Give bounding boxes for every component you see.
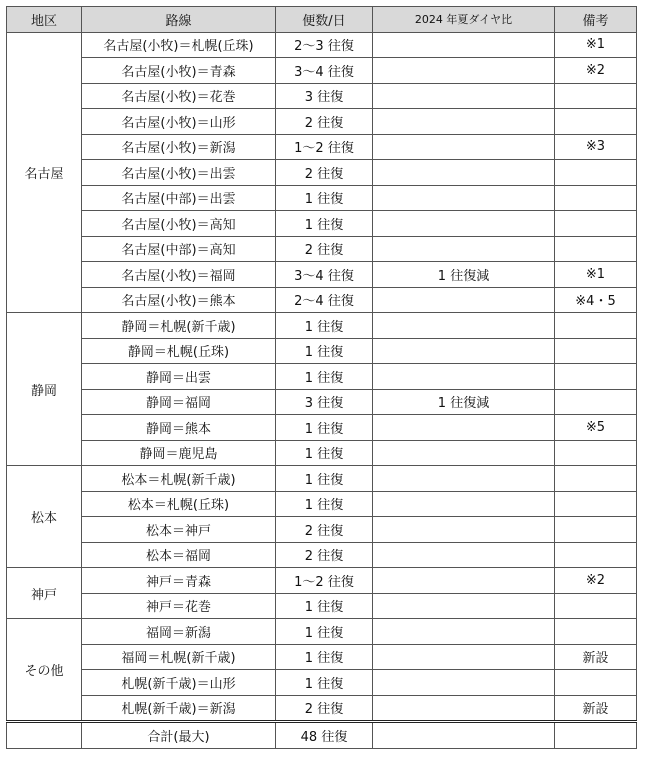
route-cell: 神戸＝花巻 [82,593,276,619]
note-cell [555,83,637,109]
compare-cell [373,619,555,645]
table-row [7,338,637,364]
region-cell: その他 [7,619,82,722]
note-cell: ※5 [555,415,637,441]
note-cell [555,670,637,696]
note-cell [555,466,637,492]
header-row [7,7,637,33]
compare-cell [373,160,555,186]
note-cell [555,109,637,135]
compare-cell: 1 往復減 [373,389,555,415]
header-region: 地区 [7,7,82,33]
frequency-cell: 1 往復 [276,619,373,645]
compare-cell: 1 往復減 [373,262,555,288]
route-cell: 名古屋(中部)＝高知 [82,236,276,262]
table-row [7,236,637,262]
total-note-cell [555,722,637,749]
compare-cell [373,466,555,492]
table-row [7,134,637,160]
route-cell: 松本＝神戸 [82,517,276,543]
note-cell [555,619,637,645]
compare-cell [373,134,555,160]
table-row [7,211,637,237]
route-cell: 静岡＝鹿児島 [82,440,276,466]
note-cell: ※1 [555,262,637,288]
table-body [7,32,637,748]
compare-cell [373,517,555,543]
frequency-cell: 1〜2 往復 [276,568,373,594]
table-row [7,695,637,722]
note-cell [555,517,637,543]
frequency-cell: 1 往復 [276,644,373,670]
note-cell [555,491,637,517]
frequency-cell: 3〜4 往復 [276,262,373,288]
table-row [7,517,637,543]
frequency-cell: 1 往復 [276,364,373,390]
compare-cell [373,644,555,670]
compare-cell [373,32,555,58]
frequency-cell: 2 往復 [276,236,373,262]
frequency-cell: 1 往復 [276,491,373,517]
note-cell [555,338,637,364]
route-cell: 松本＝福岡 [82,542,276,568]
route-cell: 静岡＝出雲 [82,364,276,390]
route-cell: 静岡＝札幌(丘珠) [82,338,276,364]
header-compare: 2024 年夏ダイヤ比 [373,7,555,33]
route-cell: 名古屋(小牧)＝高知 [82,211,276,237]
note-cell [555,364,637,390]
table-row [7,670,637,696]
note-cell [555,211,637,237]
note-cell: ※2 [555,58,637,84]
frequency-cell: 1 往復 [276,670,373,696]
table-row [7,491,637,517]
note-cell [555,313,637,339]
route-cell: 松本＝札幌(丘珠) [82,491,276,517]
route-cell: 松本＝札幌(新千歳) [82,466,276,492]
route-schedule-table [6,6,637,749]
table-row [7,32,637,58]
frequency-cell: 1 往復 [276,338,373,364]
note-cell [555,593,637,619]
note-cell: ※1 [555,32,637,58]
route-cell: 札幌(新千歳)＝新潟 [82,695,276,722]
compare-cell [373,415,555,441]
compare-cell [373,695,555,722]
route-cell: 名古屋(小牧)＝青森 [82,58,276,84]
note-cell: ※3 [555,134,637,160]
frequency-cell: 2 往復 [276,542,373,568]
table-row [7,262,637,288]
note-cell [555,185,637,211]
compare-cell [373,185,555,211]
frequency-cell: 2〜4 往復 [276,287,373,313]
header-frequency: 便数/日 [276,7,373,33]
frequency-cell: 2 往復 [276,109,373,135]
route-cell: 静岡＝福岡 [82,389,276,415]
route-cell: 名古屋(中部)＝出雲 [82,185,276,211]
route-cell: 福岡＝新潟 [82,619,276,645]
note-cell [555,389,637,415]
route-cell: 名古屋(小牧)＝福岡 [82,262,276,288]
header-route: 路線 [82,7,276,33]
compare-cell [373,287,555,313]
total-region-cell [7,722,82,749]
total-compare-cell [373,722,555,749]
compare-cell [373,236,555,262]
compare-cell [373,491,555,517]
compare-cell [373,670,555,696]
table-row [7,440,637,466]
note-cell: 新設 [555,644,637,670]
region-cell: 松本 [7,466,82,568]
frequency-cell: 2 往復 [276,517,373,543]
table-row [7,593,637,619]
table-row [7,619,637,645]
table-row [7,185,637,211]
frequency-cell: 1 往復 [276,466,373,492]
compare-cell [373,211,555,237]
frequency-cell: 1 往復 [276,313,373,339]
table-row [7,313,637,339]
frequency-cell: 1 往復 [276,440,373,466]
note-cell [555,160,637,186]
compare-cell [373,83,555,109]
header-note: 備考 [555,7,637,33]
compare-cell [373,593,555,619]
route-cell: 静岡＝札幌(新千歳) [82,313,276,339]
compare-cell [373,364,555,390]
note-cell [555,440,637,466]
note-cell: ※2 [555,568,637,594]
frequency-cell: 2 往復 [276,160,373,186]
note-cell: ※4・5 [555,287,637,313]
frequency-cell: 3 往復 [276,83,373,109]
compare-cell [373,568,555,594]
table-row [7,160,637,186]
table-row [7,568,637,594]
frequency-cell: 1 往復 [276,211,373,237]
table-row [7,109,637,135]
table-row [7,83,637,109]
total-row [7,722,637,749]
route-cell: 名古屋(小牧)＝花巻 [82,83,276,109]
total-label-cell: 合計(最大) [82,722,276,749]
table-row [7,364,637,390]
note-cell: 新設 [555,695,637,722]
compare-cell [373,440,555,466]
region-cell: 静岡 [7,313,82,466]
compare-cell [373,338,555,364]
route-cell: 名古屋(小牧)＝出雲 [82,160,276,186]
table-row [7,58,637,84]
frequency-cell: 1 往復 [276,415,373,441]
frequency-cell: 2 往復 [276,695,373,722]
frequency-cell: 3〜4 往復 [276,58,373,84]
route-cell: 名古屋(小牧)＝新潟 [82,134,276,160]
table-row [7,415,637,441]
frequency-cell: 1 往復 [276,185,373,211]
frequency-cell: 1〜2 往復 [276,134,373,160]
compare-cell [373,109,555,135]
route-cell: 名古屋(小牧)＝熊本 [82,287,276,313]
compare-cell [373,58,555,84]
table-row [7,287,637,313]
table-row [7,389,637,415]
route-cell: 静岡＝熊本 [82,415,276,441]
note-cell [555,542,637,568]
table-row [7,644,637,670]
frequency-cell: 3 往復 [276,389,373,415]
total-frequency-cell: 48 往復 [276,722,373,749]
table-row [7,542,637,568]
region-cell: 神戸 [7,568,82,619]
route-cell: 名古屋(小牧)＝山形 [82,109,276,135]
route-cell: 名古屋(小牧)＝札幌(丘珠) [82,32,276,58]
route-cell: 福岡＝札幌(新千歳) [82,644,276,670]
region-cell: 名古屋 [7,32,82,313]
table-row [7,466,637,492]
note-cell [555,236,637,262]
compare-cell [373,313,555,339]
route-cell: 札幌(新千歳)＝山形 [82,670,276,696]
frequency-cell: 1 往復 [276,593,373,619]
compare-cell [373,542,555,568]
frequency-cell: 2〜3 往復 [276,32,373,58]
route-cell: 神戸＝青森 [82,568,276,594]
